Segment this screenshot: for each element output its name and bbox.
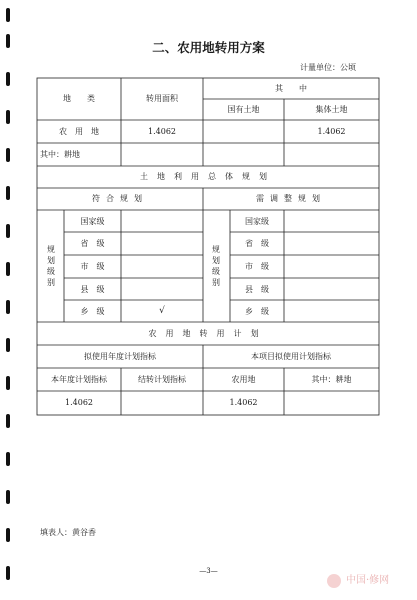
- level-city-right: 市 级: [245, 262, 269, 271]
- township-check-mark: √: [159, 306, 165, 316]
- watermark-text: 中国·修网: [346, 575, 390, 586]
- row-agri-collective: 1.4062: [317, 127, 346, 136]
- current-year-header: 本年度计划指标: [51, 375, 107, 384]
- plan-conforms-header: 符合规划: [92, 194, 148, 203]
- document-title: 二、农用地转用方案: [152, 40, 265, 55]
- header-of-which: 其 中: [275, 84, 307, 93]
- level-township-left: 乡 级: [80, 307, 105, 316]
- header-land-type: 地 类: [63, 94, 95, 103]
- agri-value: 1.4062: [229, 398, 258, 407]
- conversion-section-title: 农用地转用计划: [148, 329, 268, 338]
- current-year-value: 1.4062: [65, 398, 93, 407]
- row-cultivated-label: 其中：耕地: [40, 150, 80, 159]
- header-converted-area: 转用面积: [146, 94, 178, 103]
- project-indicator-header: 本项目拟使用计划指标: [251, 352, 331, 361]
- plan-category-label-right: 规划级别: [212, 245, 220, 287]
- row-agri-label: 农 用 地: [59, 127, 99, 136]
- carried-over-header: 结转计划指标: [138, 375, 186, 384]
- agri-header: 农用地: [231, 375, 256, 384]
- header-state-owned: 国有土地: [227, 105, 260, 114]
- level-township-right: 乡 级: [245, 307, 269, 316]
- level-city-left: 市 级: [80, 262, 105, 271]
- level-county-left: 县 级: [80, 285, 105, 294]
- proposed-indicator-header: 拟使用年度计划指标: [84, 352, 156, 361]
- level-province-right: 省 级: [245, 239, 269, 248]
- level-national-left: 国家级: [80, 217, 105, 226]
- plan-section-title: 土地利用总体规划: [140, 172, 276, 181]
- level-province-left: 省 级: [80, 239, 105, 248]
- level-national-right: 国家级: [245, 217, 269, 226]
- unit-label: 计量单位：公顷: [300, 63, 356, 72]
- row-agri-area: 1.4062: [148, 127, 176, 136]
- filler-signature-line: 填表人：黄谷香: [40, 528, 96, 537]
- plan-category-label-left: 规划级别: [47, 245, 55, 287]
- level-county-right: 县 级: [245, 285, 269, 294]
- cultivated-header: 其中：耕地: [311, 375, 352, 384]
- page-number: —3—: [199, 567, 218, 575]
- header-collective: 集体土地: [315, 105, 348, 114]
- plan-needs-adjust-header: 需调整规划: [256, 194, 326, 203]
- watermark-logo-icon: [327, 574, 341, 588]
